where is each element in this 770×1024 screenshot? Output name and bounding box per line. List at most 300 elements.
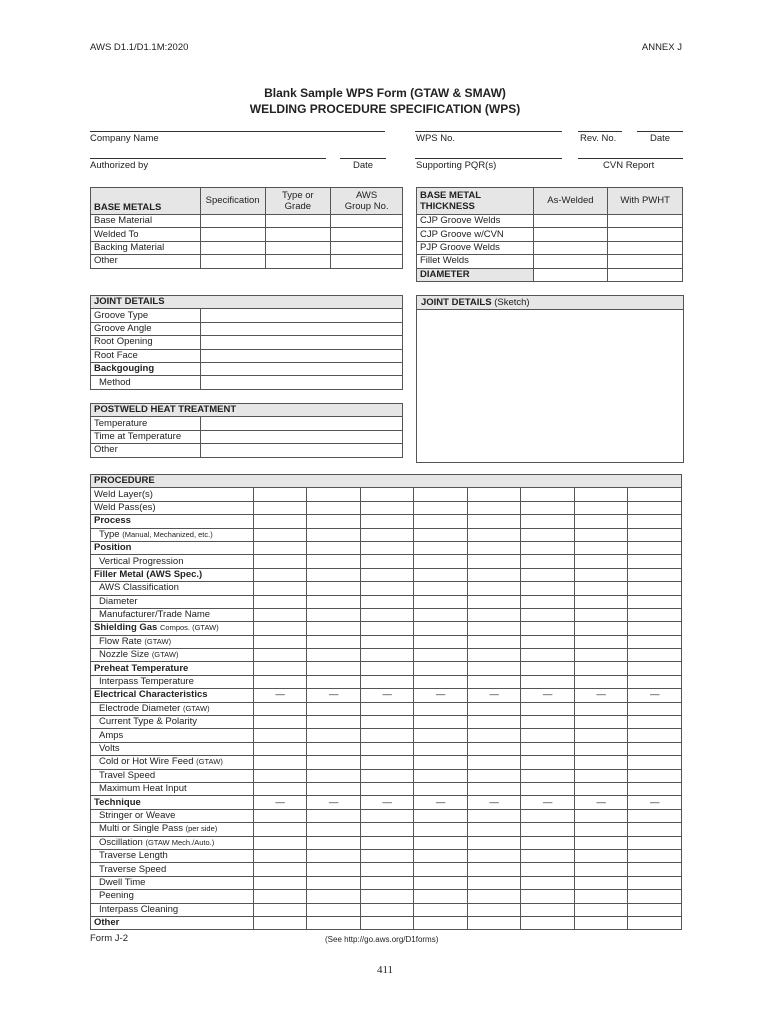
input-cell[interactable] — [331, 241, 403, 254]
procedure-input-cell[interactable] — [467, 635, 521, 648]
input-cell[interactable] — [608, 215, 683, 228]
input-cell[interactable] — [608, 241, 683, 254]
procedure-input-cell[interactable] — [521, 568, 575, 581]
procedure-input-cell[interactable] — [253, 756, 307, 769]
procedure-input-cell[interactable] — [360, 756, 414, 769]
procedure-input-cell[interactable] — [360, 595, 414, 608]
procedure-input-cell[interactable]: — — [253, 689, 307, 702]
procedure-input-cell[interactable] — [574, 716, 628, 729]
procedure-input-cell[interactable] — [414, 716, 468, 729]
procedure-input-cell[interactable] — [628, 836, 682, 849]
procedure-input-cell[interactable] — [360, 863, 414, 876]
procedure-input-cell[interactable]: — — [307, 796, 361, 809]
procedure-input-cell[interactable] — [574, 568, 628, 581]
input-cell[interactable] — [200, 417, 402, 430]
procedure-input-cell[interactable] — [574, 501, 628, 514]
procedure-input-cell[interactable] — [414, 649, 468, 662]
procedure-input-cell[interactable]: — — [521, 689, 575, 702]
procedure-input-cell[interactable] — [307, 823, 361, 836]
input-cell[interactable] — [608, 228, 683, 241]
procedure-input-cell[interactable] — [307, 568, 361, 581]
procedure-input-cell[interactable] — [360, 515, 414, 528]
procedure-input-cell[interactable] — [307, 649, 361, 662]
procedure-input-cell[interactable] — [628, 582, 682, 595]
procedure-input-cell[interactable] — [414, 662, 468, 675]
procedure-input-cell[interactable] — [521, 836, 575, 849]
input-cell[interactable] — [200, 349, 402, 362]
procedure-input-cell[interactable] — [253, 849, 307, 862]
procedure-input-cell[interactable] — [628, 608, 682, 621]
procedure-input-cell[interactable] — [574, 528, 628, 541]
procedure-input-cell[interactable] — [253, 863, 307, 876]
procedure-input-cell[interactable]: — — [253, 796, 307, 809]
procedure-input-cell[interactable] — [360, 890, 414, 903]
procedure-input-cell[interactable] — [521, 809, 575, 822]
procedure-input-cell[interactable] — [414, 782, 468, 795]
input-cell[interactable] — [533, 268, 608, 281]
procedure-input-cell[interactable] — [574, 863, 628, 876]
input-cell[interactable] — [200, 430, 402, 443]
input-cell[interactable] — [608, 255, 683, 268]
procedure-input-cell[interactable] — [628, 528, 682, 541]
procedure-input-cell[interactable] — [628, 823, 682, 836]
procedure-input-cell[interactable] — [360, 916, 414, 929]
procedure-input-cell[interactable] — [467, 675, 521, 688]
procedure-input-cell[interactable] — [253, 582, 307, 595]
procedure-input-cell[interactable] — [414, 916, 468, 929]
procedure-input-cell[interactable] — [360, 528, 414, 541]
procedure-input-cell[interactable]: — — [628, 796, 682, 809]
procedure-input-cell[interactable] — [360, 809, 414, 822]
procedure-row — [91, 528, 682, 541]
procedure-input-cell[interactable] — [307, 662, 361, 675]
procedure-input-cell[interactable] — [574, 742, 628, 755]
procedure-input-cell[interactable] — [414, 488, 468, 501]
procedure-input-cell[interactable] — [360, 622, 414, 635]
joint-row-label: Groove Angle — [91, 322, 201, 335]
procedure-input-cell[interactable] — [253, 568, 307, 581]
procedure-input-cell[interactable] — [307, 488, 361, 501]
procedure-input-cell[interactable] — [521, 635, 575, 648]
procedure-input-cell[interactable] — [628, 782, 682, 795]
procedure-input-cell[interactable] — [360, 649, 414, 662]
procedure-input-cell[interactable] — [467, 595, 521, 608]
input-cell[interactable] — [265, 241, 331, 254]
procedure-input-cell[interactable] — [307, 515, 361, 528]
procedure-input-cell[interactable] — [253, 742, 307, 755]
procedure-input-cell[interactable] — [521, 742, 575, 755]
procedure-input-cell[interactable] — [253, 622, 307, 635]
procedure-input-cell[interactable] — [467, 702, 521, 715]
input-cell[interactable] — [200, 376, 402, 389]
procedure-input-cell[interactable] — [467, 756, 521, 769]
procedure-input-cell[interactable] — [307, 809, 361, 822]
procedure-input-cell[interactable] — [574, 515, 628, 528]
procedure-input-cell[interactable] — [521, 675, 575, 688]
procedure-input-cell[interactable] — [360, 541, 414, 554]
procedure-input-cell[interactable] — [467, 622, 521, 635]
procedure-row — [91, 555, 682, 568]
procedure-input-cell[interactable] — [307, 595, 361, 608]
procedure-input-cell[interactable] — [521, 702, 575, 715]
procedure-input-cell[interactable] — [307, 863, 361, 876]
procedure-input-cell[interactable] — [253, 916, 307, 929]
procedure-input-cell[interactable] — [360, 608, 414, 621]
input-cell[interactable] — [265, 228, 331, 241]
procedure-input-cell[interactable] — [467, 649, 521, 662]
procedure-input-cell[interactable] — [574, 582, 628, 595]
input-cell[interactable] — [608, 268, 683, 281]
procedure-input-cell[interactable] — [574, 916, 628, 929]
procedure-input-cell[interactable] — [521, 756, 575, 769]
procedure-input-cell[interactable] — [307, 729, 361, 742]
procedure-input-cell[interactable] — [628, 890, 682, 903]
procedure-input-cell[interactable] — [467, 836, 521, 849]
procedure-input-cell[interactable] — [521, 555, 575, 568]
procedure-input-cell[interactable] — [360, 716, 414, 729]
procedure-input-cell[interactable] — [414, 809, 468, 822]
procedure-input-cell[interactable] — [307, 742, 361, 755]
procedure-input-cell[interactable] — [414, 515, 468, 528]
procedure-input-cell[interactable] — [414, 903, 468, 916]
procedure-input-cell[interactable] — [574, 675, 628, 688]
input-cell[interactable] — [200, 215, 265, 228]
procedure-input-cell[interactable] — [574, 769, 628, 782]
procedure-input-cell[interactable] — [521, 622, 575, 635]
input-cell[interactable] — [265, 255, 331, 268]
procedure-input-cell[interactable] — [414, 876, 468, 889]
procedure-input-cell[interactable] — [307, 635, 361, 648]
procedure-input-cell[interactable] — [253, 809, 307, 822]
procedure-input-cell[interactable] — [414, 756, 468, 769]
procedure-input-cell[interactable] — [360, 742, 414, 755]
procedure-input-cell[interactable] — [521, 582, 575, 595]
procedure-input-cell[interactable] — [307, 622, 361, 635]
procedure-input-cell[interactable]: — — [628, 689, 682, 702]
procedure-input-cell[interactable] — [253, 528, 307, 541]
procedure-input-cell[interactable] — [307, 890, 361, 903]
procedure-input-cell[interactable] — [574, 836, 628, 849]
procedure-input-cell[interactable] — [414, 769, 468, 782]
procedure-input-cell[interactable] — [628, 488, 682, 501]
procedure-input-cell[interactable] — [628, 716, 682, 729]
procedure-input-cell[interactable] — [574, 662, 628, 675]
procedure-input-cell[interactable]: — — [467, 689, 521, 702]
procedure-input-cell[interactable] — [467, 608, 521, 621]
procedure-input-cell[interactable] — [414, 849, 468, 862]
procedure-input-cell[interactable] — [628, 675, 682, 688]
procedure-input-cell[interactable] — [467, 582, 521, 595]
procedure-input-cell[interactable] — [360, 702, 414, 715]
procedure-input-cell[interactable] — [467, 863, 521, 876]
procedure-input-cell[interactable] — [521, 716, 575, 729]
procedure-input-cell[interactable] — [253, 702, 307, 715]
procedure-input-cell[interactable] — [307, 582, 361, 595]
input-cell[interactable] — [331, 255, 403, 268]
procedure-input-cell[interactable] — [467, 716, 521, 729]
procedure-input-cell[interactable] — [307, 608, 361, 621]
procedure-input-cell[interactable] — [467, 769, 521, 782]
procedure-input-cell[interactable] — [360, 662, 414, 675]
procedure-input-cell[interactable] — [307, 769, 361, 782]
procedure-input-cell[interactable] — [253, 890, 307, 903]
procedure-input-cell[interactable] — [628, 622, 682, 635]
procedure-input-cell[interactable] — [628, 662, 682, 675]
procedure-input-cell[interactable] — [628, 635, 682, 648]
procedure-input-cell[interactable] — [467, 782, 521, 795]
input-cell[interactable] — [200, 336, 402, 349]
procedure-input-cell[interactable] — [521, 649, 575, 662]
input-cell[interactable] — [533, 241, 608, 254]
procedure-input-cell[interactable] — [414, 890, 468, 903]
input-cell[interactable] — [331, 228, 403, 241]
procedure-input-cell[interactable] — [253, 729, 307, 742]
procedure-input-cell[interactable] — [521, 903, 575, 916]
procedure-input-cell[interactable] — [307, 555, 361, 568]
procedure-input-cell[interactable] — [253, 515, 307, 528]
procedure-input-cell[interactable] — [307, 836, 361, 849]
procedure-input-cell[interactable]: — — [307, 689, 361, 702]
procedure-input-cell[interactable] — [360, 582, 414, 595]
procedure-input-cell[interactable] — [574, 729, 628, 742]
procedure-input-cell[interactable] — [628, 756, 682, 769]
input-cell[interactable] — [331, 215, 403, 228]
procedure-input-cell[interactable] — [574, 608, 628, 621]
procedure-input-cell[interactable] — [253, 595, 307, 608]
procedure-input-cell[interactable] — [360, 782, 414, 795]
procedure-input-cell[interactable] — [521, 849, 575, 862]
procedure-input-cell[interactable] — [521, 515, 575, 528]
procedure-input-cell[interactable] — [307, 756, 361, 769]
procedure-input-cell[interactable] — [360, 769, 414, 782]
procedure-input-cell[interactable] — [467, 501, 521, 514]
procedure-input-cell[interactable] — [414, 836, 468, 849]
procedure-input-cell[interactable] — [414, 555, 468, 568]
procedure-input-cell[interactable] — [307, 876, 361, 889]
procedure-input-cell[interactable] — [360, 903, 414, 916]
procedure-input-cell[interactable] — [521, 863, 575, 876]
procedure-input-cell[interactable] — [574, 541, 628, 554]
procedure-input-cell[interactable] — [360, 849, 414, 862]
procedure-input-cell[interactable] — [414, 501, 468, 514]
procedure-input-cell[interactable] — [467, 662, 521, 675]
procedure-input-cell[interactable] — [467, 809, 521, 822]
procedure-input-cell[interactable] — [574, 890, 628, 903]
procedure-input-cell[interactable] — [628, 541, 682, 554]
input-cell[interactable] — [200, 228, 265, 241]
procedure-input-cell[interactable] — [360, 501, 414, 514]
procedure-input-cell[interactable] — [628, 595, 682, 608]
procedure-input-cell[interactable] — [521, 729, 575, 742]
procedure-input-cell[interactable] — [521, 782, 575, 795]
procedure-input-cell[interactable] — [360, 555, 414, 568]
procedure-input-cell[interactable] — [521, 916, 575, 929]
procedure-input-cell[interactable] — [628, 742, 682, 755]
procedure-input-cell[interactable] — [521, 501, 575, 514]
procedure-input-cell[interactable] — [467, 916, 521, 929]
procedure-input-cell[interactable] — [628, 903, 682, 916]
procedure-input-cell[interactable] — [521, 876, 575, 889]
procedure-input-cell[interactable]: — — [521, 796, 575, 809]
input-cell[interactable] — [200, 444, 402, 457]
procedure-input-cell[interactable] — [467, 488, 521, 501]
procedure-input-cell[interactable] — [467, 742, 521, 755]
procedure-input-cell[interactable] — [414, 823, 468, 836]
procedure-input-cell[interactable] — [574, 823, 628, 836]
procedure-input-cell[interactable] — [253, 769, 307, 782]
procedure-input-cell[interactable] — [414, 541, 468, 554]
procedure-input-cell[interactable] — [307, 675, 361, 688]
procedure-input-cell[interactable] — [253, 876, 307, 889]
procedure-input-cell[interactable]: — — [414, 796, 468, 809]
procedure-input-cell[interactable] — [253, 555, 307, 568]
procedure-input-cell[interactable] — [253, 823, 307, 836]
procedure-input-cell[interactable] — [521, 608, 575, 621]
procedure-input-cell[interactable] — [253, 501, 307, 514]
procedure-input-cell[interactable] — [467, 890, 521, 903]
procedure-input-cell[interactable] — [253, 635, 307, 648]
procedure-input-cell[interactable] — [628, 863, 682, 876]
procedure-input-cell[interactable]: — — [360, 689, 414, 702]
procedure-input-cell[interactable] — [307, 501, 361, 514]
procedure-input-cell[interactable] — [574, 756, 628, 769]
procedure-input-cell[interactable] — [628, 568, 682, 581]
procedure-input-cell[interactable] — [521, 769, 575, 782]
procedure-input-cell[interactable] — [628, 501, 682, 514]
procedure-input-cell[interactable] — [360, 675, 414, 688]
procedure-input-cell[interactable] — [628, 729, 682, 742]
procedure-input-cell[interactable] — [574, 876, 628, 889]
procedure-input-cell[interactable] — [574, 903, 628, 916]
procedure-input-cell[interactable] — [628, 769, 682, 782]
procedure-input-cell[interactable] — [414, 675, 468, 688]
procedure-input-cell[interactable] — [253, 649, 307, 662]
procedure-input-cell[interactable] — [414, 742, 468, 755]
procedure-input-cell[interactable] — [253, 608, 307, 621]
procedure-input-cell[interactable] — [253, 662, 307, 675]
procedure-input-cell[interactable] — [521, 541, 575, 554]
procedure-input-cell[interactable] — [414, 863, 468, 876]
procedure-input-cell[interactable] — [574, 622, 628, 635]
procedure-input-cell[interactable] — [467, 568, 521, 581]
procedure-input-cell[interactable]: — — [574, 796, 628, 809]
procedure-input-cell[interactable] — [574, 555, 628, 568]
procedure-input-cell[interactable] — [253, 541, 307, 554]
procedure-input-cell[interactable] — [360, 488, 414, 501]
procedure-input-cell[interactable] — [360, 836, 414, 849]
procedure-input-cell[interactable] — [467, 515, 521, 528]
procedure-input-cell[interactable] — [574, 595, 628, 608]
procedure-input-cell[interactable] — [414, 568, 468, 581]
procedure-input-cell[interactable] — [360, 876, 414, 889]
input-cell[interactable] — [265, 215, 331, 228]
procedure-row — [91, 595, 682, 608]
procedure-input-cell[interactable] — [253, 488, 307, 501]
procedure-input-cell[interactable] — [307, 903, 361, 916]
procedure-input-cell[interactable] — [574, 702, 628, 715]
procedure-input-cell[interactable] — [253, 716, 307, 729]
procedure-input-cell[interactable] — [574, 849, 628, 862]
input-cell[interactable] — [200, 241, 265, 254]
procedure-input-cell[interactable] — [414, 729, 468, 742]
input-cell[interactable] — [200, 309, 402, 322]
procedure-input-cell[interactable] — [521, 595, 575, 608]
procedure-input-cell[interactable] — [574, 488, 628, 501]
procedure-input-cell[interactable] — [574, 635, 628, 648]
input-cell[interactable] — [200, 322, 402, 335]
input-cell[interactable] — [200, 255, 265, 268]
procedure-input-cell[interactable] — [414, 622, 468, 635]
procedure-input-cell[interactable] — [628, 515, 682, 528]
input-cell[interactable] — [533, 255, 608, 268]
procedure-input-cell[interactable] — [574, 649, 628, 662]
procedure-input-cell[interactable]: — — [467, 796, 521, 809]
procedure-input-cell[interactable] — [467, 903, 521, 916]
procedure-input-cell[interactable] — [253, 836, 307, 849]
procedure-input-cell[interactable] — [628, 702, 682, 715]
procedure-input-cell[interactable] — [253, 903, 307, 916]
procedure-input-cell[interactable] — [253, 675, 307, 688]
procedure-input-cell[interactable] — [521, 823, 575, 836]
procedure-input-cell[interactable] — [628, 555, 682, 568]
procedure-input-cell[interactable] — [521, 528, 575, 541]
procedure-input-cell[interactable] — [414, 608, 468, 621]
procedure-input-cell[interactable] — [574, 782, 628, 795]
procedure-input-cell[interactable] — [628, 849, 682, 862]
procedure-input-cell[interactable] — [414, 702, 468, 715]
procedure-input-cell[interactable] — [360, 635, 414, 648]
procedure-input-cell[interactable] — [628, 809, 682, 822]
procedure-input-cell[interactable] — [360, 823, 414, 836]
procedure-input-cell[interactable] — [414, 595, 468, 608]
procedure-input-cell[interactable] — [307, 849, 361, 862]
procedure-input-cell[interactable] — [360, 568, 414, 581]
procedure-input-cell[interactable] — [307, 528, 361, 541]
procedure-input-cell[interactable] — [467, 849, 521, 862]
procedure-input-cell[interactable]: — — [574, 689, 628, 702]
procedure-input-cell[interactable] — [307, 716, 361, 729]
procedure-input-cell[interactable]: — — [360, 796, 414, 809]
procedure-input-cell[interactable] — [467, 541, 521, 554]
joint-sketch-box[interactable] — [416, 295, 684, 463]
procedure-input-cell[interactable] — [307, 782, 361, 795]
procedure-input-cell[interactable] — [414, 528, 468, 541]
procedure-input-cell[interactable] — [307, 541, 361, 554]
procedure-input-cell[interactable]: — — [414, 689, 468, 702]
procedure-input-cell[interactable] — [467, 729, 521, 742]
procedure-input-cell[interactable] — [628, 876, 682, 889]
input-cell[interactable] — [533, 215, 608, 228]
procedure-input-cell[interactable] — [574, 809, 628, 822]
procedure-input-cell[interactable] — [467, 876, 521, 889]
procedure-input-cell[interactable] — [521, 662, 575, 675]
procedure-input-cell[interactable] — [521, 488, 575, 501]
procedure-input-cell[interactable] — [253, 782, 307, 795]
procedure-input-cell[interactable] — [467, 528, 521, 541]
input-cell[interactable] — [200, 362, 402, 375]
procedure-input-cell[interactable] — [307, 916, 361, 929]
procedure-input-cell[interactable] — [467, 555, 521, 568]
procedure-input-cell[interactable] — [307, 702, 361, 715]
procedure-input-cell[interactable] — [628, 649, 682, 662]
procedure-input-cell[interactable] — [414, 635, 468, 648]
procedure-input-cell[interactable] — [521, 890, 575, 903]
input-cell[interactable] — [533, 228, 608, 241]
procedure-input-cell[interactable] — [360, 729, 414, 742]
procedure-input-cell[interactable] — [628, 916, 682, 929]
procedure-input-cell[interactable] — [467, 823, 521, 836]
procedure-input-cell[interactable] — [414, 582, 468, 595]
